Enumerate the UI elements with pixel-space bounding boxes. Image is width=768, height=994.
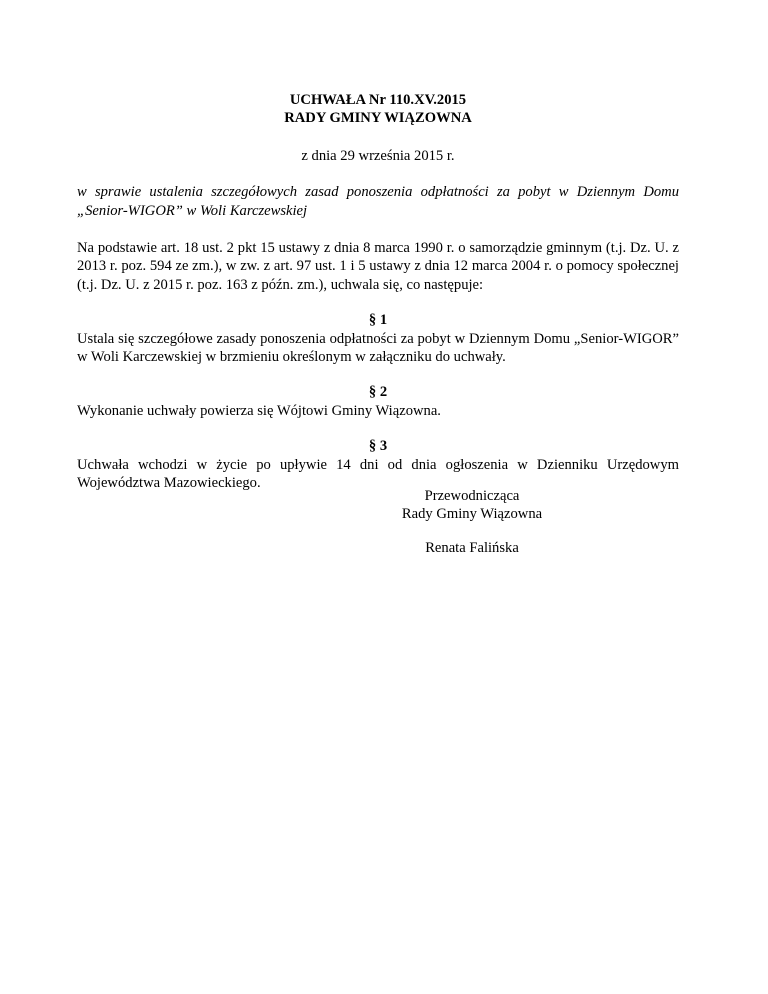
document-body: [77, 91, 679, 493]
section-1-heading: § 1: [368, 312, 388, 329]
title-line-council: RADY GMINY WIĄZOWNA: [284, 110, 472, 127]
section-2: [77, 383, 679, 420]
section-1-text: Ustala się szczegółowe zasady ponoszenia odpłatności za pobyt w Dziennym Domu „Senior-WIGOR” w Woli Karczewskiej w brzmieniu określonym w załączniku do uchwały.: [77, 330, 679, 366]
title-line-resolution: UCHWAŁA Nr 110.XV.2015: [289, 92, 467, 108]
document-preamble: Na podstawie art. 18 ust. 2 pkt 15 ustawy z dnia 8 marca 1990 r. o samorządzie gminnym (t.j. Dz. U. z 2013 r. poz. 594 ze zm.), w zw. z art. 97 ust. 1 i 5 ustawy z dnia 12 marca 2004 r. o pomocy społecznej (t.j. Dz. U. z 2015 r. poz. 163 z późn. zm.), uchwala się, co następuje:: [77, 240, 679, 293]
section-3-heading: § 3: [368, 438, 388, 455]
document-subject: w sprawie ustalenia szczegółowych zasad ponoszenia odpłatności za pobyt w Dziennym Domu „Senior-WIGOR” w Woli Karczewskiej: [77, 184, 679, 219]
document-title: [77, 91, 679, 128]
signature-council: Rady Gminy Wiązowna: [401, 506, 543, 523]
signature-block: [382, 487, 562, 557]
section-2-heading: § 2: [368, 384, 388, 401]
document-date: z dnia 29 września 2015 r.: [301, 147, 455, 164]
section-2-text: Wykonanie uchwały powierza się Wójtowi Gminy Wiązowna.: [77, 402, 441, 419]
signature-name: Renata Falińska: [425, 539, 519, 556]
section-3-text: Uchwała wchodzi w życie po upływie 14 dni od dnia ogłoszenia w Dzienniku Urzędowym Województwa Mazowieckiego.: [77, 456, 679, 492]
section-3: [77, 437, 679, 492]
signature-role: Przewodnicząca: [424, 488, 520, 504]
section-1: [77, 311, 679, 366]
